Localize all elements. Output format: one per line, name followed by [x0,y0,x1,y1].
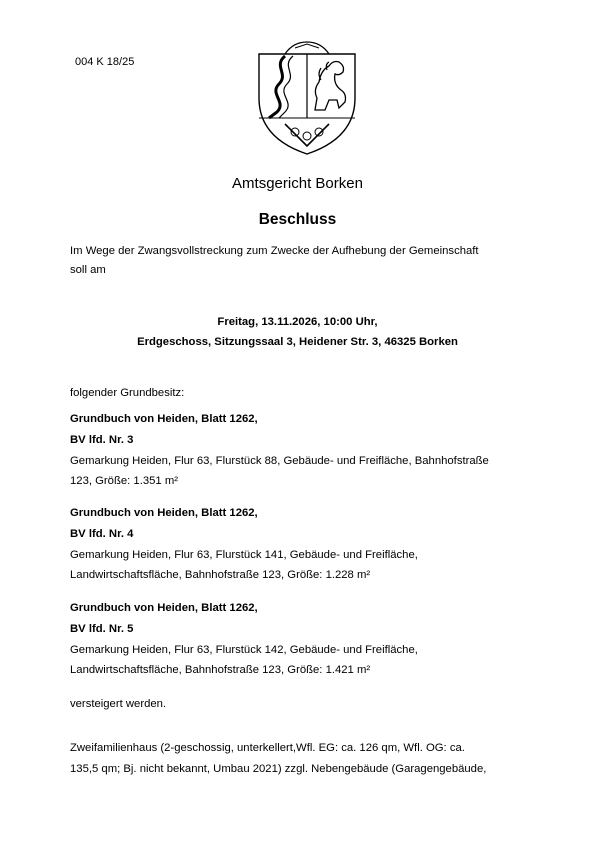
parcel-description: Gemarkung Heiden, Flur 63, Flurstück 141, Gebäude- und Freifläche, [70,549,418,561]
parcel-block [70,409,540,491]
parcel-register: Grundbuch von Heiden, Blatt 1262, [70,602,258,614]
parcel-register: Grundbuch von Heiden, Blatt 1262, [70,507,258,519]
coat-of-arms-icon [255,40,359,156]
date-line: Freitag, 13.11.2026, 10:00 Uhr, [217,316,378,328]
parcel-block [70,598,540,680]
parcel-number: BV lfd. Nr. 4 [70,528,134,540]
parcel-description: 123, Größe: 1.351 m² [70,475,178,487]
parcel-number: BV lfd. Nr. 5 [70,623,134,635]
description-line-1: Zweifamilienhaus (2-geschossig, unterkellert,Wfl. EG: ca. 126 qm, Wfl. OG: ca. [70,742,465,754]
court-name: Amtsgericht Borken [232,175,363,192]
parcel-number: BV lfd. Nr. 3 [70,434,134,446]
property-intro: folgender Grundbesitz: [70,387,185,399]
document-title: Beschluss [258,211,337,228]
property-description [70,738,525,780]
intro-line-1: Im Wege der Zwangsvollstreckung zum Zwecke der Aufhebung der Gemeinschaft [70,245,479,257]
parcel-register: Grundbuch von Heiden, Blatt 1262, [70,413,258,425]
parcel-description: Landwirtschaftsfläche, Bahnhofstraße 123, Größe: 1.228 m² [70,569,371,581]
auction-phrase: versteigert werden. [70,698,167,710]
intro-paragraph [70,242,530,279]
parcel-description: Gemarkung Heiden, Flur 63, Flurstück 142, Gebäude- und Freifläche, [70,644,418,656]
case-reference: 004 K 18/25 [75,56,135,68]
description-line-2: 135,5 qm; Bj. nicht bekannt, Umbau 2021) zzgl. Nebengebäude (Garagengebäude, [70,763,487,775]
parcel-description: Gemarkung Heiden, Flur 63, Flurstück 88, Gebäude- und Freifläche, Bahnhofstraße [70,455,489,467]
intro-line-2: soll am [70,263,106,276]
parcel-block [70,503,540,585]
location-line: Erdgeschoss, Sitzungssaal 3, Heidener Str. 3, 46325 Borken [137,336,458,348]
parcel-description: Landwirtschaftsfläche, Bahnhofstraße 123, Größe: 1.421 m² [70,664,371,676]
